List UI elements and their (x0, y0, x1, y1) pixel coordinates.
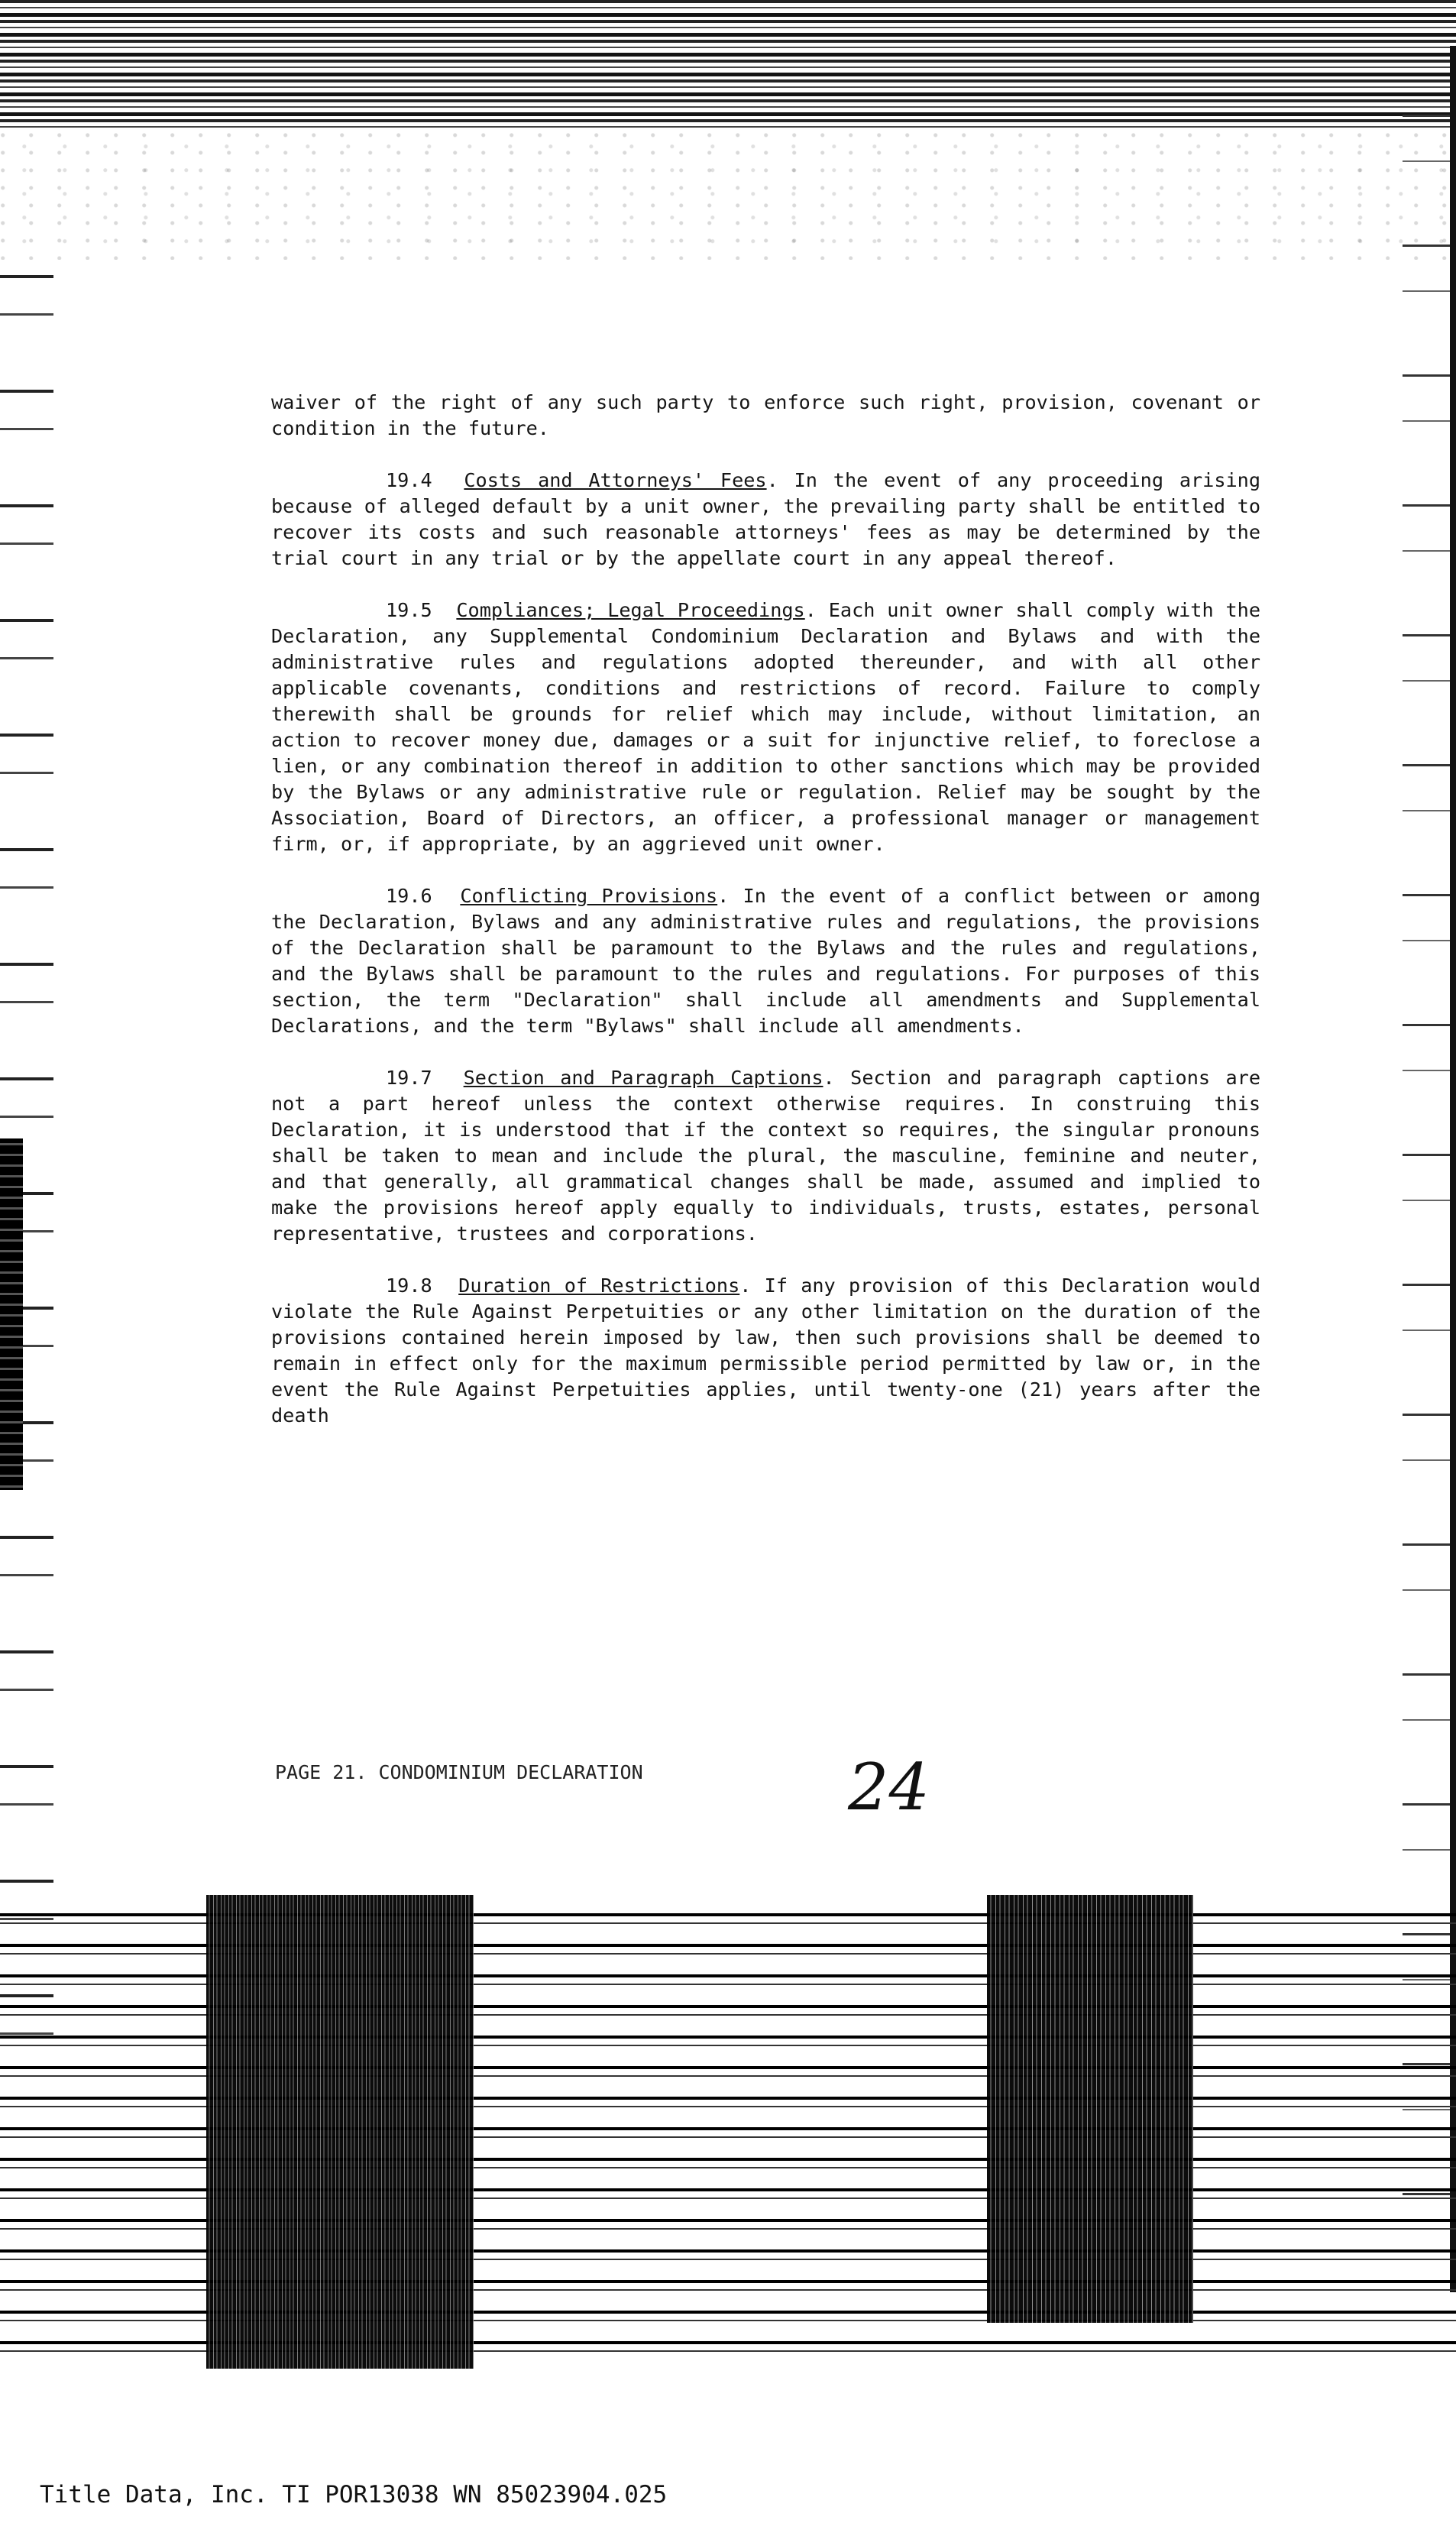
section-body: . In the event of any proceeding arising because of alleged default by a unit owner, the prevailing party shall be entitled to recover its costs and such reasonable attorneys' fees as may be determined by the trial court in any trial or by the appellate court in any appeal thereof. (271, 469, 1260, 569)
section-19-5 (271, 598, 1260, 857)
section-number: 19.5 (386, 599, 432, 621)
section-body: . If any provision of this Declaration would violate the Rule Against Perpetuities or any other limitation on the duration of the provisions contained herein imposed by law, then such provisions shall be deemed to remain in effect only for the maximum permissible period permitted by law or, in the event the Rule Against Perpetuities applies, until twenty-one (21) years after the death (271, 1274, 1260, 1427)
scan-noise-block-right (987, 1895, 1193, 2323)
handwritten-page-number: 24 (848, 1750, 930, 1825)
section-number: 19.8 (386, 1274, 432, 1297)
section-heading: Duration of Restrictions (458, 1274, 740, 1297)
section-body: . Section and paragraph captions are not a part hereof unless the context otherwise requires. In construing this Declaration, it is understood that if the context so requires, the singular pronouns shall be taken to mean and include the plural, the masculine, feminine and neuter, and that generally, all grammatical changes shall be made, assumed and implied to make the provisions hereof apply equally to individuals, trusts, estates, personal representative, trustees and corporations. (271, 1067, 1260, 1245)
page-footer: PAGE 21. CONDOMINIUM DECLARATION (275, 1761, 643, 1783)
lead-text: waiver of the right of any such party to enforce such right, provision, covenant or condition in the future. (271, 391, 1260, 439)
section-number: 19.7 (386, 1067, 432, 1089)
title-data-caption: Title Data, Inc. TI POR13038 WN 85023904.025 (37, 2479, 670, 2510)
section-19-4 (271, 468, 1260, 572)
section-heading: Conflicting Provisions (460, 885, 718, 907)
section-heading: Section and Paragraph Captions (463, 1067, 823, 1089)
scan-artifact-right-margin (1403, 61, 1456, 2201)
document-body (271, 390, 1260, 1455)
section-number: 19.4 (386, 469, 432, 491)
lead-paragraph (271, 390, 1260, 442)
scan-artifact-top (0, 0, 1456, 130)
section-19-8 (271, 1273, 1260, 1429)
section-19-6 (271, 883, 1260, 1039)
section-heading: Costs and Attorneys' Fees (464, 469, 767, 491)
section-body: . Each unit owner shall comply with the Declaration, any Supplemental Condominium Declaration and Bylaws and with the administrative rules and regulations adopted thereunder, and with all other applicable covenants, conditions and restrictions of record. Failure to comply therewith shall be grounds for relief which may include, without limitation, an action to recover money due, damages or a suit for injunctive relief, to foreclose a lien, or any combination thereof in addition to other sanctions which may be provided by the Bylaws or any administrative rule or regulation. Relief may be sought by the Association, Board of Directors, an officer, a professional manager or management firm, or, if appropriate, by an aggrieved unit owner. (271, 599, 1260, 855)
section-19-7 (271, 1065, 1260, 1247)
scan-artifact-left-dark (0, 1138, 23, 1490)
scan-speckle-top (0, 130, 1456, 260)
section-body: . In the event of a conflict between or among the Declaration, Bylaws and any administrative rules and regulations, the provisions of the Declaration shall be paramount to the Bylaws and the rules and regulations, and the Bylaws shall be paramount to the rules and regulations. For purposes of this section, the term "Declaration" shall include all amendments and Supplemental Declarations, and the term "Bylaws" shall include all amendments. (271, 885, 1260, 1037)
section-number: 19.6 (386, 885, 432, 907)
section-heading: Compliances; Legal Proceedings (456, 599, 805, 621)
scan-noise-block-left (206, 1895, 474, 2369)
